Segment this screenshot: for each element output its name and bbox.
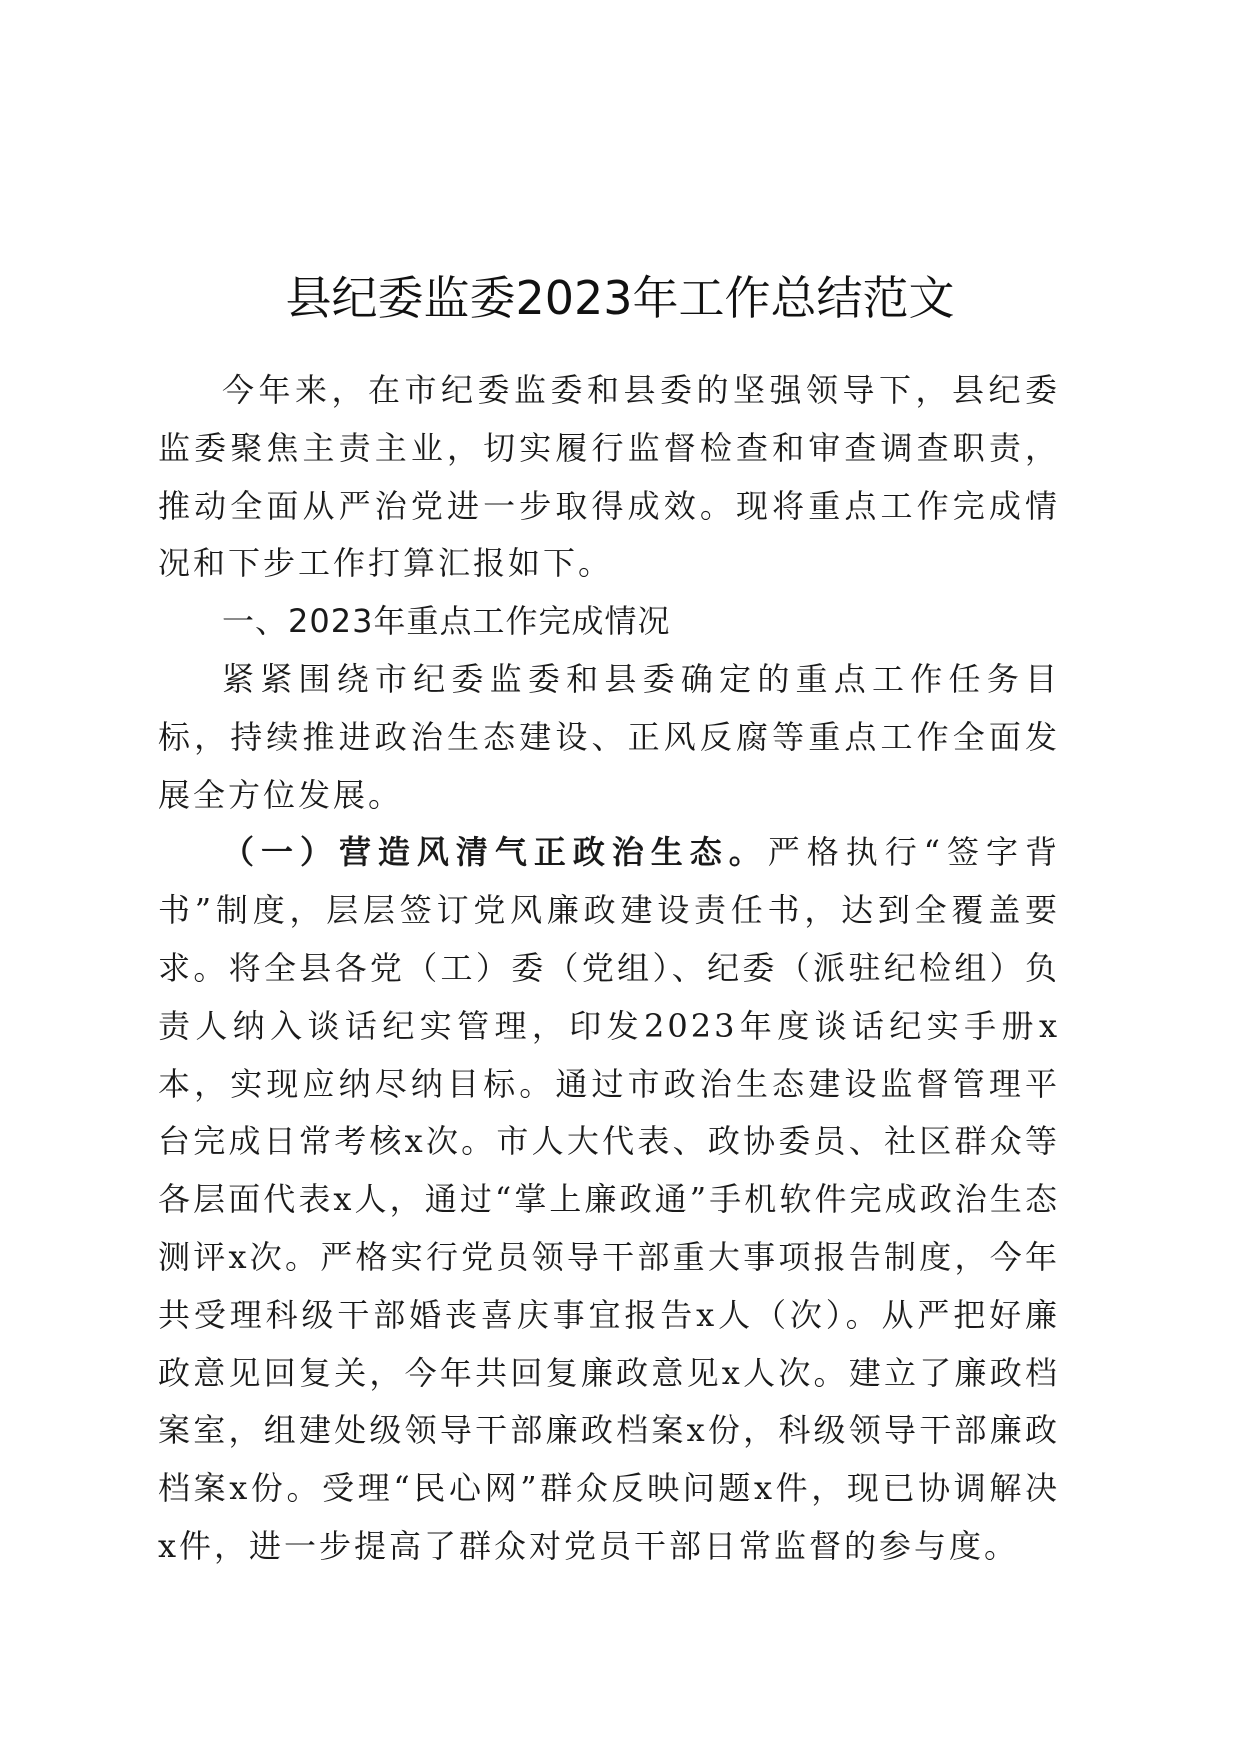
item-lead-heading: （一）营造风清气正政治生态。 [222,833,768,872]
document-title: 县纪委监委2023年工作总结范文 [285,271,955,325]
section-intro-paragraph: 紧紧围绕市纪委监委和县委确定的重点工作任务目标，持续推进政治生态建设、正风反腐等重点工作全面发展全方位发展。 [158,659,1060,814]
section-heading: 一、2023年重点工作完成情况 [222,602,671,641]
document-body [158,362,1060,1576]
item-body-text: 严格执行“签字背书”制度，层层签订党风廉政建设责任书，达到全覆盖要求。将全县各党（工）委（党组）、纪委（派驻纪检组）负责人纳入谈话纪实管理，印发2023年度谈话纪实手册x本，实现应纳尽纳目标。通过市政治生态建设监督管理平台完成日常考核x次。市人大代表、政协委员、社区群众等各层面代表x人，通过“掌上廉政通”手机软件完成政治生态测评x次。严格实行党员领导干部重大事项报告制度，今年共受理科级干部婚丧喜庆事宜报告x人（次）。从严把好廉政意见回复关，今年共回复廉政意见x人次。建立了廉政档案室，组建处级领导干部廉政档案x份，科级领导干部廉政档案x份。受理“民心网”群众反映问题x件，现已协调解决x件，进一步提高了群众对党员干部日常监督的参与度。 [158,833,1060,1565]
intro-paragraph: 今年来，在市纪委监委和县委的坚强领导下，县纪委监委聚焦主责主业，切实履行监督检查和审查调查职责，推动全面从严治党进一步取得成效。现将重点工作完成情况和下步工作打算汇报如下。 [158,371,1060,583]
item-paragraph [158,824,1060,1575]
